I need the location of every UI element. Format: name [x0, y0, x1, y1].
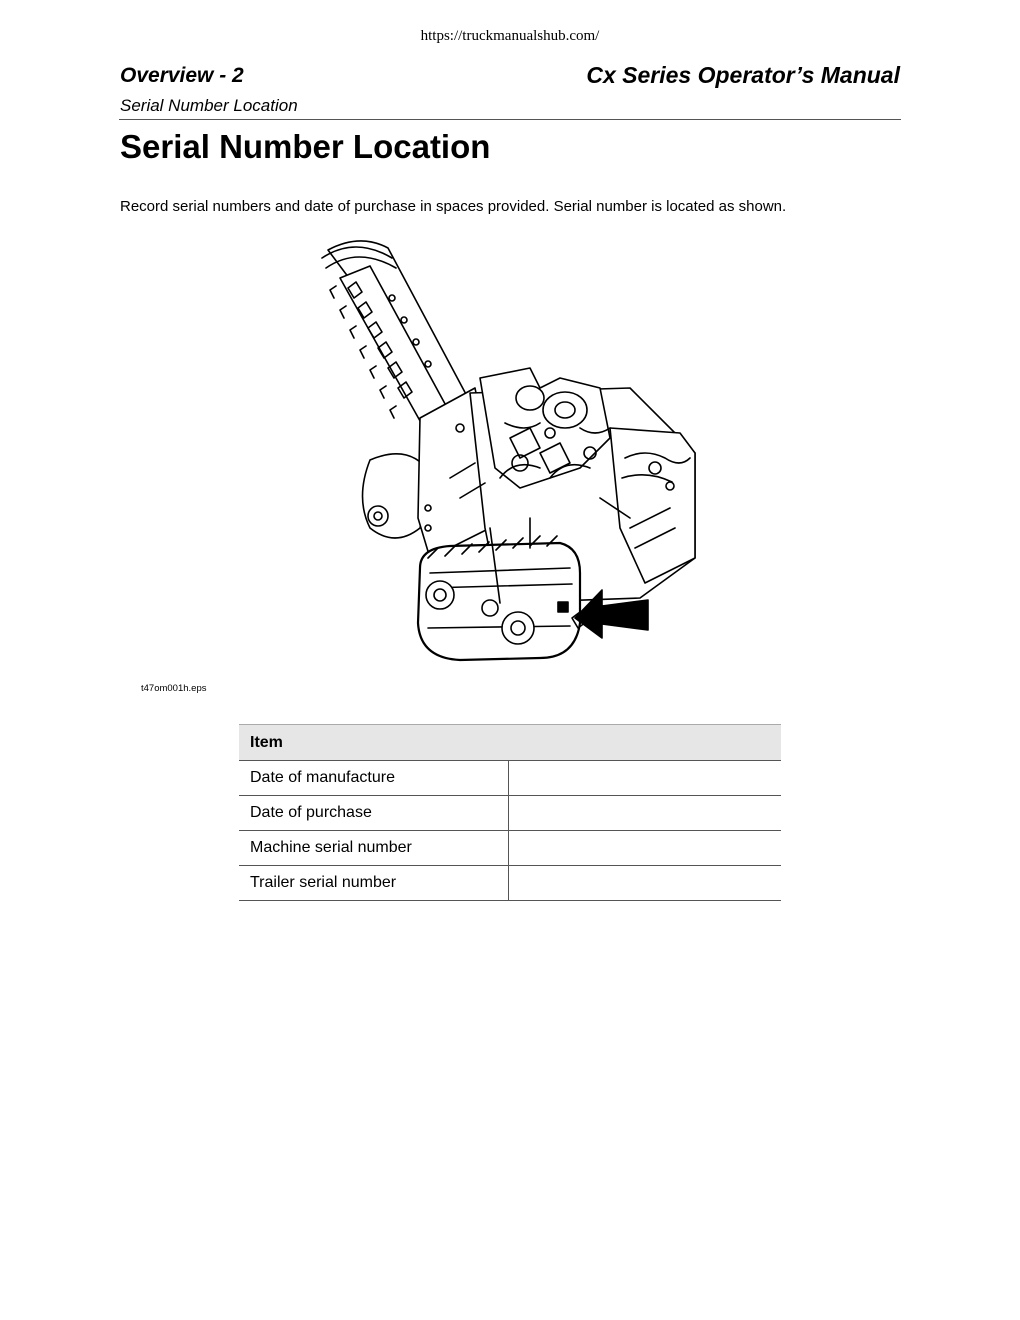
- machine-illustration: [300, 228, 720, 678]
- row-entry-field[interactable]: [509, 831, 782, 866]
- page-title: Serial Number Location: [120, 128, 491, 165]
- row-entry-field[interactable]: [509, 866, 782, 901]
- serial-record-table: [239, 724, 781, 901]
- header-divider: [119, 119, 901, 120]
- section-page-label: Overview - 2: [120, 64, 244, 87]
- intro-paragraph: Record serial numbers and date of purchase in spaces provided. Serial number is located as shown.: [120, 198, 787, 215]
- serial-plate: [558, 602, 568, 612]
- table-row: [239, 761, 781, 796]
- manual-title: Cx Series Operator’s Manual: [586, 62, 900, 88]
- source-url[interactable]: https://truckmanualshub.com/: [420, 28, 600, 44]
- row-label: Trailer serial number: [239, 866, 509, 901]
- table-header-item: Item: [239, 725, 781, 761]
- row-entry-field[interactable]: [509, 761, 782, 796]
- row-label: Machine serial number: [239, 831, 509, 866]
- row-label: Date of manufacture: [239, 761, 509, 796]
- figure-caption: t47om001h.eps: [141, 683, 207, 694]
- table-row: [239, 831, 781, 866]
- row-label: Date of purchase: [239, 796, 509, 831]
- row-entry-field[interactable]: [509, 796, 782, 831]
- digging-boom: [322, 241, 468, 428]
- table-header-row: [239, 725, 781, 761]
- table-row: [239, 796, 781, 831]
- section-subtitle: Serial Number Location: [120, 96, 298, 115]
- table-row: [239, 866, 781, 901]
